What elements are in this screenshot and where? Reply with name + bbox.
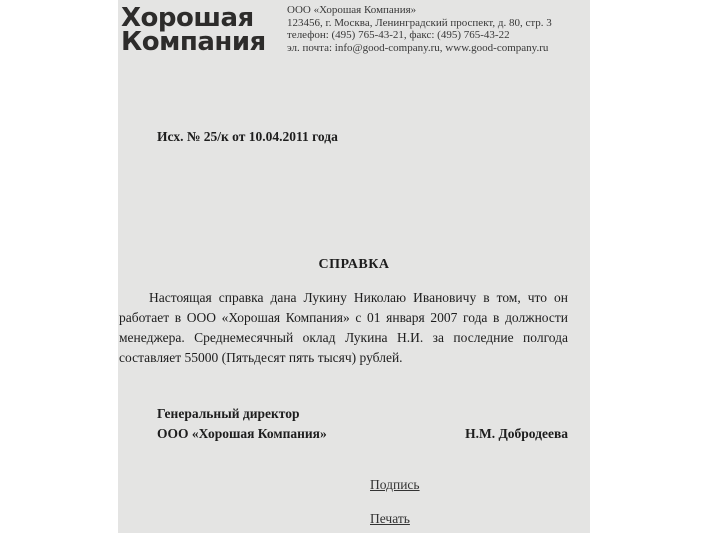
company-logo-line2: Компания (121, 27, 266, 57)
letterhead-company-name: ООО «Хорошая Компания» (287, 4, 417, 16)
signature-link[interactable]: Подпись (370, 477, 420, 492)
stamp-link[interactable]: Печать (370, 511, 410, 526)
letterhead-contact-block (287, 4, 587, 54)
signatory-position-line1: Генеральный директор (157, 406, 300, 421)
signatory-position-line2: ООО «Хорошая Компания» (157, 426, 327, 441)
signature-row (157, 426, 568, 442)
document-page (118, 0, 590, 533)
outgoing-reference-line: Исх. № 25/к от 10.04.2011 года (157, 129, 338, 144)
company-logo (121, 3, 266, 57)
letterhead-address: 123456, г. Москва, Ленинградский проспект, д. 80, стр. 3 (287, 16, 552, 29)
document-title: СПРАВКА (318, 257, 390, 272)
letterhead-email-web: эл. почта: info@good-company.ru, www.good-company.ru (287, 41, 549, 54)
company-logo-line1: Хорошая (121, 3, 254, 33)
document-body-paragraph: Настоящая справка дана Лукину Николаю Ивановичу в том, что он работает в ООО «Хорошая Компания» с 01 января 2007 года в должности менеджера. Среднемесячный оклад Лукина Н.И. за последние полгода составляет 55000 (Пятьдесят пять тысяч) рублей. (119, 290, 568, 365)
signatory-name: Н.М. Добродеева (465, 426, 568, 441)
letterhead-phone-fax: телефон: (495) 765-43-21, факс: (495) 765-43-22 (287, 29, 510, 41)
